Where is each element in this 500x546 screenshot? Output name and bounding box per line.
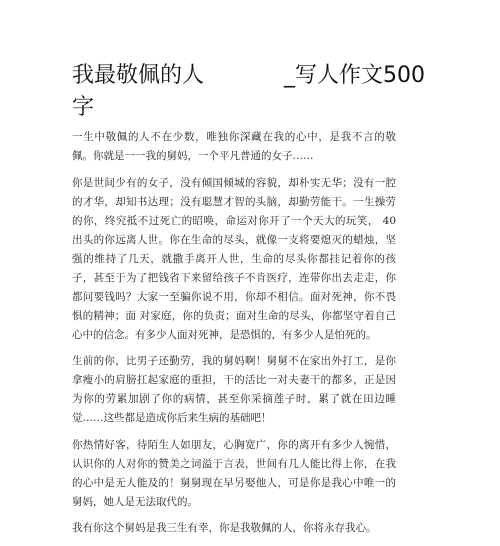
title-line-1: [72, 60, 432, 92]
paragraph-4: 你热情好客，待陌生人如朋友，心胸宽广，你的离开有多少人惋惜，认识你的人对你的赞美之词溢于言表，世间有几人能比得上你，在我的心中是无人能及的！舅舅现在早另娶他人，可是你是我心中唯一的舅妈，她人是无法取代的。: [72, 438, 396, 508]
paragraph-3: 生前的你，比男子还勤劳，我的舅妈啊！舅舅不在家出外打工，是你拿瘦小的肩膀扛起家庭的重担，干的活比一对夫妻干的都多，正是因为你的劳累加剧了你的病情，甚至你采摘莲子时，累了就在田边睡觉……这些都是造成你后来生病的基础吧！: [72, 355, 396, 424]
paragraph-5: 我有你这个舅妈是我三生有幸，你是我敬佩的人，你将永存我心。: [72, 522, 377, 534]
paragraph-1: 一生中敬佩的人不在少数，唯独你深藏在我的心中，是我不言的敬佩。你就是一一我的舅妈，一个平凡普通的女子……: [72, 131, 396, 162]
title-main-text: 我最敬佩的人: [72, 63, 205, 88]
paragraph-2: 你是世间少有的女子，没有倾国倾城的容貌，却朴实无华；没有一腔的才华，却知书达理；没有聪慧才智的头脑，却勤劳能干。一生操劳的你，终究抵不过死亡的昭唤，命运对你开了一个天大的玩笑， 40 出头的你远离人世。你在生命的尽头，就像一支将要熄灭的蜡烛，坚强的维持了几天，就撒手离开人世，生命的尽头你都挂记着你的孩子，甚至于为了把钱省下来留给孩子不肯医疗，连带你出去走走，你都问要钱吗？大家一至骗你说不用，你却不相信。面对死神，你不畏惧的精神；面 对家庭，你的负责；面对生命的尽头，你都坚守着自己心中的信念。有多少人面对死神，是恐惧的，有多少人是怕死的。: [72, 176, 396, 341]
article-body: [72, 128, 396, 546]
document-title: [72, 60, 432, 124]
title-suffix-text: _写人作文500: [284, 63, 425, 88]
title-line-2: 字: [72, 95, 95, 120]
